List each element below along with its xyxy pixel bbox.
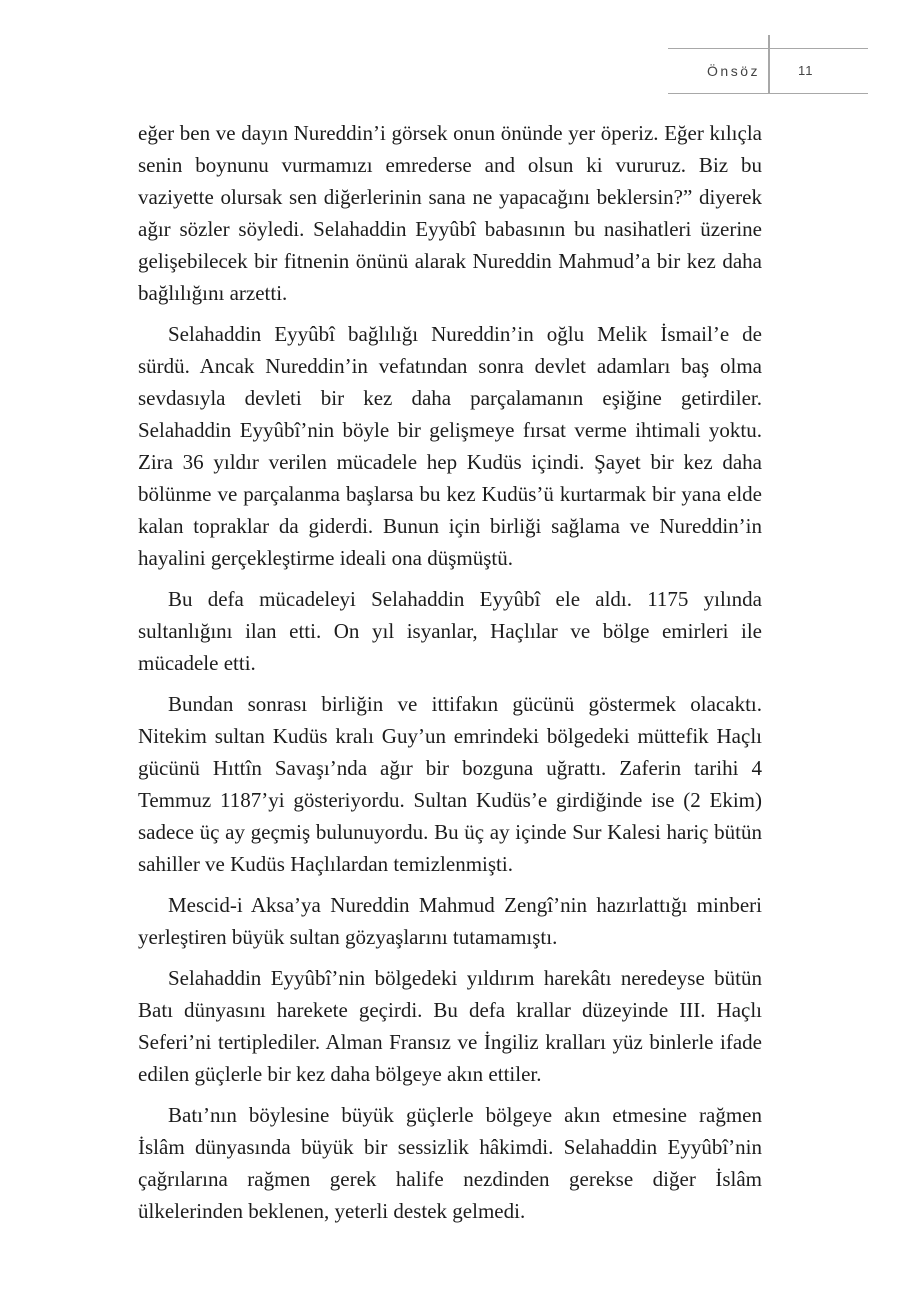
header-divider [768,35,770,93]
paragraph: eğer ben ve dayın Nureddin’i görsek onun önünde yer öperiz. Eğer kılıçla senin boynunu vurmamızı emrederse and olsun ki vururuz. Biz bu vaziyette olursak sen diğerlerinin sana ne yapacağını beklersin?” diyerek ağır sözler söyledi. Selahaddin Eyyûbî babasının bu nasihatleri üzerine gelişebilecek bir fitnenin önünü alarak Nureddin Mahmud’a bir kez daha bağlılığını arzetti. [138,121,762,305]
header-section-title: Önsöz [707,63,760,79]
body-text [138,117,762,1236]
paragraph: Mescid-i Aksa’ya Nureddin Mahmud Zengî’nin hazırlattığı minberi yerleştiren büyük sultan gözyaşlarını tutamamıştı. [138,893,762,949]
paragraph: Selahaddin Eyyûbî’nin bölgedeki yıldırım harekâtı neredeyse bütün Batı dünyasını harekete geçirdi. Bu defa krallar düzeyinde III. Haçlı Seferi’ni tertiplediler. Alman Fransız ve İngiliz kralları yüz binlerle ifade edilen güçlerle bir kez daha bölgeye akın ettiler. [138,966,762,1086]
paragraph: Batı’nın böylesine büyük güçlerle bölgeye akın etmesine rağmen İslâm dünyasında büyük bir sessizlik hâkimdi. Selahaddin Eyyûbî’nin çağrılarına rağmen gerek halife nezdinden gerekse diğer İslâm ülkelerinden beklenen, yeterli destek gelmedi. [138,1103,762,1223]
paragraph: Bu defa mücadeleyi Selahaddin Eyyûbî ele aldı. 1175 yılında sultanlığını ilan etti. On yıl isyanlar, Haçlılar ve bölge emirleri ile mücadele etti. [138,587,762,675]
paragraph: Bundan sonrası birliğin ve ittifakın gücünü göstermek olacaktı. Nitekim sultan Kudüs kralı Guy’un emrindeki bölgedeki müttefik Haçlı gücünü Hıttîn Savaşı’nda ağır bir bozguna uğrattı. Zaferin tarihi 4 Temmuz 1187’yi gösteriyordu. Sultan Kudüs’e girdiğinde ise (2 Ekim) sadece üç ay geçmiş bulunuyordu. Bu üç ay içinde Sur Kalesi hariç bütün sahiller ve Kudüs Haçlılardan temizlenmişti. [138,692,762,876]
paragraph: Selahaddin Eyyûbî bağlılığı Nureddin’in oğlu Melik İsmail’e de sürdü. Ancak Nureddin’in vefatından sonra devlet adamları baş olma sevdasıyla devleti bir kez daha parçalamanın eşiğine getirdiler. Selahaddin Eyyûbî’nin böyle bir gelişmeye fırsat verme ihtimali yoktu. Zira 36 yıldır verilen mücadele hep Kudüs içindi. Şayet bir kez daha bölünme ve parçalanma başlarsa bu kez Kudüs’ü kurtarmak bir yana elde kalan topraklar da giderdi. Bunun için birliği sağlama ve Nureddin’in hayalini gerçekleştirme ideali ona düşmüştü. [138,322,762,570]
running-header [668,48,868,94]
page-number: 11 [798,63,814,78]
